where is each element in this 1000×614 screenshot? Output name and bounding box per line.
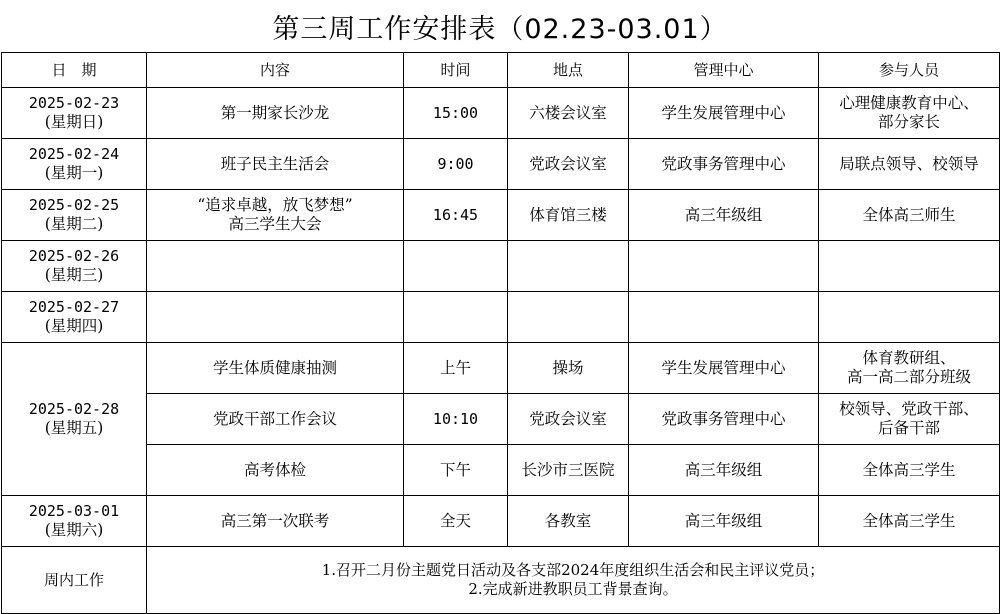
- header-place: 地点: [508, 53, 629, 88]
- table-row: [2, 190, 1000, 241]
- place-cell: 党政会议室: [508, 139, 629, 190]
- place-cell: 体育馆三楼: [508, 190, 629, 241]
- time-cell: [404, 241, 508, 292]
- content-cell: [147, 292, 404, 343]
- time-cell: 9:00: [404, 139, 508, 190]
- date-value: 2025-02-23: [28, 94, 120, 112]
- time-cell: 15:00: [404, 88, 508, 139]
- header-row: [2, 53, 1000, 88]
- people-cell: 全体高三学生: [819, 496, 1000, 547]
- header-people: 参与人员: [819, 53, 1000, 88]
- place-cell: [508, 292, 629, 343]
- table-row: [2, 241, 1000, 292]
- place-cell: 操场: [508, 343, 629, 394]
- date-cell: [2, 496, 147, 547]
- time-cell: 10:10: [404, 394, 508, 445]
- header-time: 时间: [404, 53, 508, 88]
- date-cell: [2, 241, 147, 292]
- weekday-value: (星期二): [44, 215, 104, 233]
- people-cell: 全体高三师生: [819, 190, 1000, 241]
- weekly-work-item: 2.完成新进教职员工背景查询。: [468, 580, 678, 598]
- place-cell: 各教室: [508, 496, 629, 547]
- people-cell: 局联点领导、校领导: [819, 139, 1000, 190]
- table-row: [2, 88, 1000, 139]
- content-cell: 学生体质健康抽测: [147, 343, 404, 394]
- date-value: 2025-02-24: [28, 145, 120, 163]
- header-date: 日 期: [2, 53, 147, 88]
- content-cell: 党政干部工作会议: [147, 394, 404, 445]
- center-cell: [629, 241, 819, 292]
- page-title: 第三周工作安排表（02.23-03.01）: [272, 13, 728, 45]
- header-center: 管理中心: [629, 53, 819, 88]
- weekly-work-item: 1.召开二月份主题党日活动及各支部2024年度组织生活会和民主评议党员；: [321, 561, 825, 579]
- time-cell: [404, 292, 508, 343]
- weekday-value: (星期日): [44, 113, 104, 131]
- header-content: 内容: [147, 53, 404, 88]
- people-cell: 体育教研组、 高一高二部分班级: [819, 343, 1000, 394]
- place-cell: 党政会议室: [508, 394, 629, 445]
- weekday-value: (星期五): [44, 419, 104, 437]
- date-value: 2025-02-25: [28, 196, 120, 214]
- date-cell: [2, 139, 147, 190]
- place-cell: 六楼会议室: [508, 88, 629, 139]
- content-cell: 第一期家长沙龙: [147, 88, 404, 139]
- table-row: [2, 139, 1000, 190]
- time-cell: 全天: [404, 496, 508, 547]
- date-cell: [2, 190, 147, 241]
- date-cell: [2, 292, 147, 343]
- weekday-value: (星期三): [44, 266, 104, 284]
- date-value: 2025-02-27: [28, 298, 120, 316]
- weekday-value: (星期四): [44, 317, 104, 335]
- center-cell: 党政事务管理中心: [629, 139, 819, 190]
- center-cell: 高三年级组: [629, 496, 819, 547]
- place-cell: [508, 241, 629, 292]
- weekday-value: (星期六): [44, 521, 104, 539]
- date-cell: [2, 343, 147, 496]
- table-row: [2, 496, 1000, 547]
- center-cell: 学生发展管理中心: [629, 343, 819, 394]
- people-cell: 全体高三学生: [819, 445, 1000, 496]
- weekday-value: (星期一): [44, 164, 104, 182]
- people-cell: [819, 292, 1000, 343]
- people-cell: 校领导、党政干部、 后备干部: [819, 394, 1000, 445]
- weekly-work-row: [2, 547, 1000, 614]
- table-row: [2, 394, 1000, 445]
- weekly-work-label: 周内工作: [2, 547, 147, 614]
- date-cell: [2, 88, 147, 139]
- content-cell: [147, 241, 404, 292]
- content-cell: 高三第一次联考: [147, 496, 404, 547]
- table-row: [2, 292, 1000, 343]
- table-row: [2, 445, 1000, 496]
- people-cell: [819, 241, 1000, 292]
- date-value: 2025-03-01: [28, 502, 120, 520]
- date-value: 2025-02-28: [28, 400, 120, 418]
- content-cell: 班子民主生活会: [147, 139, 404, 190]
- content-cell: “追求卓越，放飞梦想” 高三学生大会: [147, 190, 404, 241]
- center-cell: 党政事务管理中心: [629, 394, 819, 445]
- time-cell: 下午: [404, 445, 508, 496]
- date-value: 2025-02-26: [28, 247, 120, 265]
- place-cell: 长沙市三医院: [508, 445, 629, 496]
- center-cell: 高三年级组: [629, 190, 819, 241]
- time-cell: 16:45: [404, 190, 508, 241]
- center-cell: [629, 292, 819, 343]
- people-cell: 心理健康教育中心、 部分家长: [819, 88, 1000, 139]
- center-cell: 学生发展管理中心: [629, 88, 819, 139]
- center-cell: 高三年级组: [629, 445, 819, 496]
- weekly-work-notes: [147, 547, 1000, 614]
- time-cell: 上午: [404, 343, 508, 394]
- table-row: [2, 343, 1000, 394]
- content-cell: 高考体检: [147, 445, 404, 496]
- schedule-table: [1, 52, 1000, 614]
